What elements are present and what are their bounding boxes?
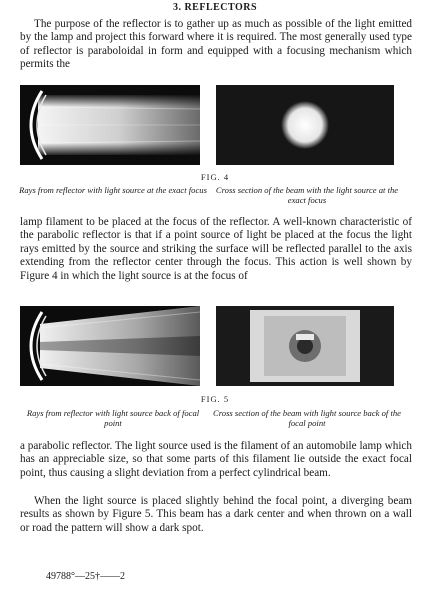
print-code: 49788°—25†——2 [46,571,125,582]
fig5-rays-image [20,306,200,386]
fig5-caption-right: Cross section of the beam with light source back of the focal point [213,408,401,428]
fig4-rays-image [20,85,200,165]
fig4-label: FIG. 4 [200,172,230,182]
paragraph-2: lamp filament to be placed at the focus of the reflector. A well-known characteristic of the parabolic reflector is that if a point source of light be placed at the focus the light rays emitted by the source and striking the surface will be reflected parallel to the axis extending from the reflector center through the focus. This action is well shown by Figure 4 in which the light source is at the focus of [20,216,412,282]
fig5-label: FIG. 5 [200,394,230,404]
paragraph-1: The purpose of the reflector is to gather up as much as possible of the light emitted by the lamp and project this forward where it is required. The most generally used type of reflector is paraboloidal in form and equipped with a focusing mechanism which permits the [20,18,412,71]
fig4-rays-photo [20,85,200,165]
fig5-cross-section-image [216,306,394,386]
fig5-caption-left: Rays from reflector with light source back of focal point [26,408,200,428]
fig5-rays-photo [20,306,200,386]
page-heading: 3. REFLECTORS [172,2,258,13]
paragraph-3: a parabolic reflector. The light source used is the filament of an automobile lamp which has an appreciable size, so that some parts of this filament lie outside the exact focal point, thus causing a slight deviation from a perfect cylindrical beam. [20,440,412,479]
fig4-cross-section-photo [216,85,394,165]
fig4-caption-left: Rays from reflector with light source at the exact focus [19,185,207,195]
fig4-cross-section-image [216,85,394,165]
fig5-cross-section-photo [216,306,394,386]
paragraph-4: When the light source is placed slightly behind the focal point, a diverging beam results as shown by Figure 5. This beam has a dark center and when thrown on a wall or road the pattern will show a dark spot. [20,495,412,534]
fig4-caption-right: Cross section of the beam with the light source at the exact focus [215,185,399,205]
